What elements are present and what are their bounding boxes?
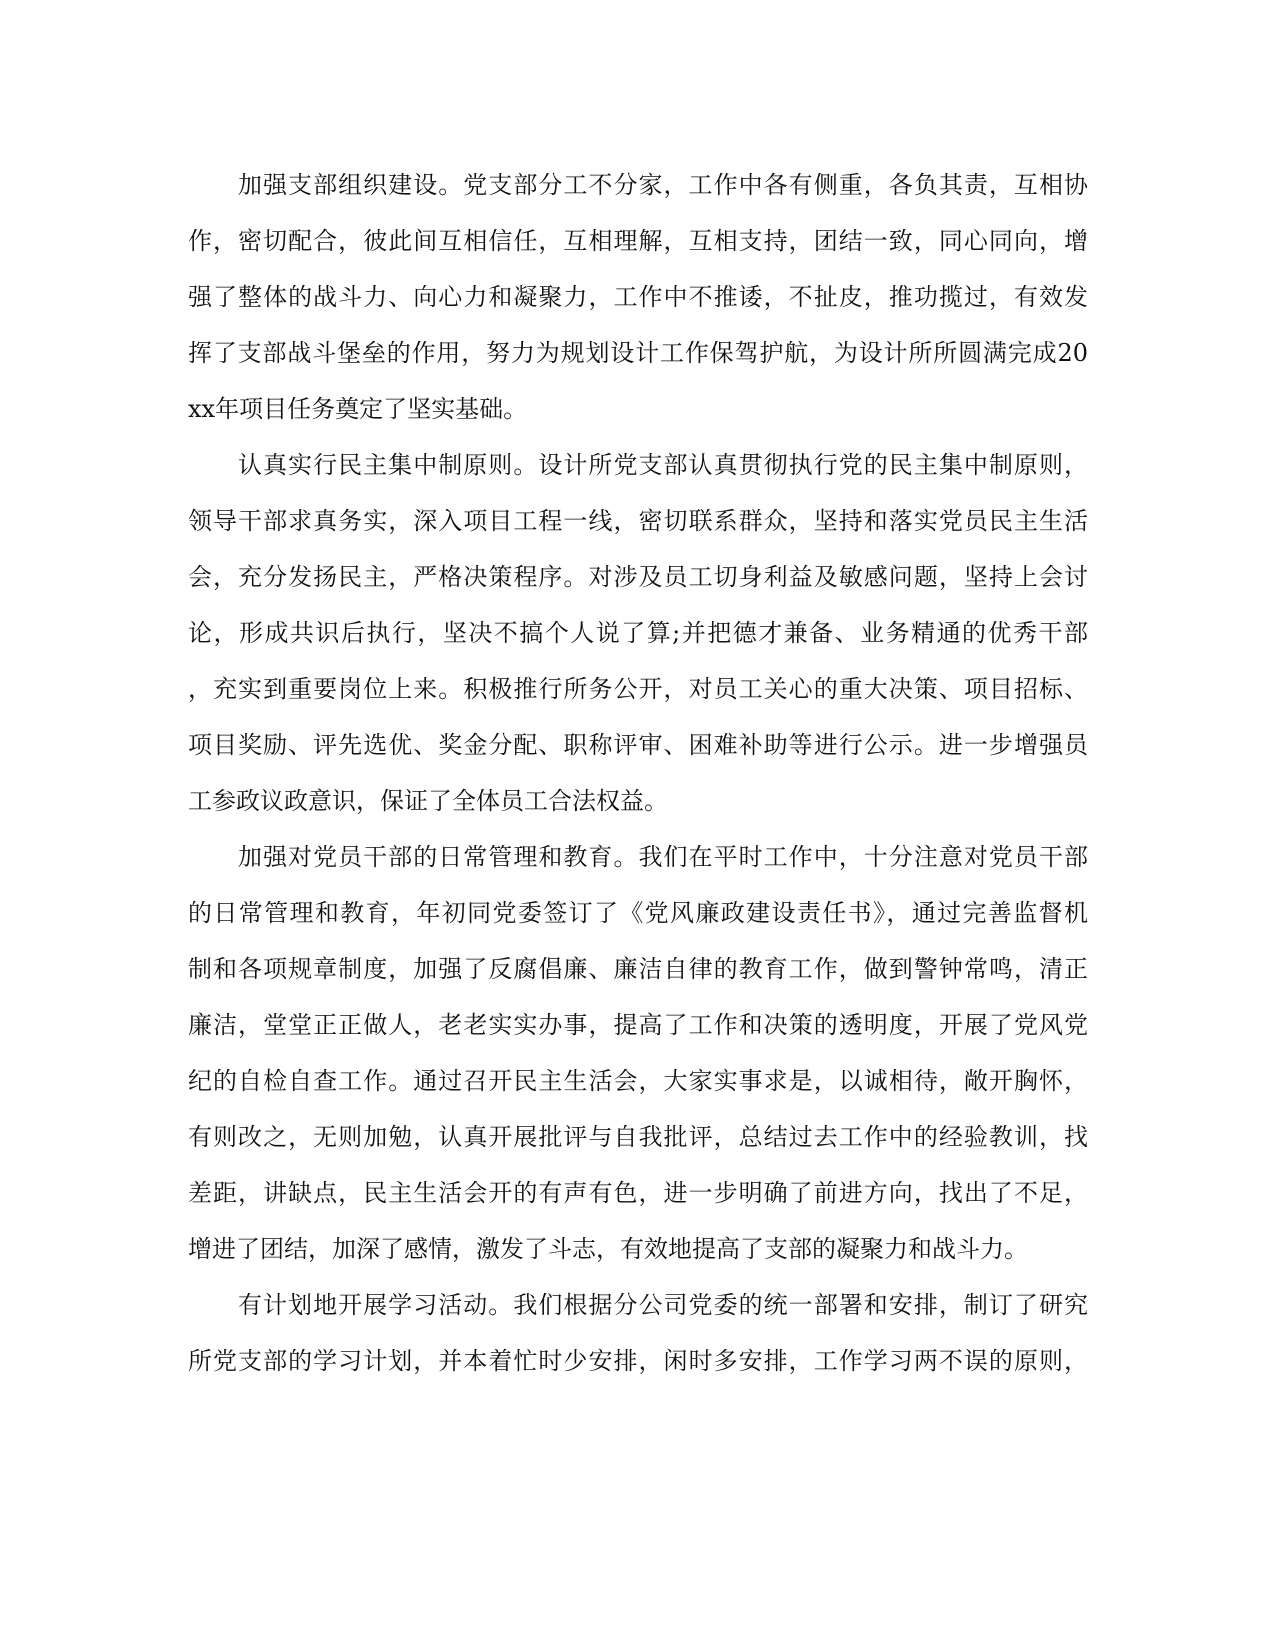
paragraph-1-line-3: 强了整体的战斗力、向心力和凝聚力，工作中不推诿，不扯皮，推功揽过，有效发	[188, 283, 1088, 311]
paragraph-3-line-7: 差距，讲缺点，民主生活会开的有声有色，进一步明确了前进方向，找出了不足，	[188, 1179, 1088, 1207]
paragraph-1-line-2: 作，密切配合，彼此间互相信任，互相理解，互相支持，团结一致，同心同向，增	[188, 227, 1088, 255]
paragraph-2-line-6: 项目奖励、评先选优、奖金分配、职称评审、困难补助等进行公示。进一步增强员	[188, 731, 1088, 759]
paragraph-3-line-6: 有则改之，无则加勉，认真开展批评与自我批评，总结过去工作中的经验教训，找	[188, 1123, 1088, 1151]
paragraph-3-line-4: 廉洁，堂堂正正做人，老老实实办事，提高了工作和决策的透明度，开展了党风党	[188, 1011, 1088, 1039]
paragraph-2-line-1: 认真实行民主集中制原则。设计所党支部认真贯彻执行党的民主集中制原则，	[238, 451, 1088, 479]
paragraph-3-line-2: 的日常管理和教育，年初同党委签订了《党风廉政建设责任书》，通过完善监督机	[188, 899, 1088, 927]
paragraph-2-line-2: 领导干部求真务实，深入项目工程一线，密切联系群众，坚持和落实党员民主生活	[188, 507, 1088, 535]
paragraph-3-line-3: 制和各项规章制度，加强了反腐倡廉、廉洁自律的教育工作，做到警钟常鸣，清正	[188, 955, 1088, 983]
paragraph-2-line-5: ，充实到重要岗位上来。积极推行所务公开，对员工关心的重大决策、项目招标、	[188, 675, 1088, 703]
paragraph-3-line-8: 增进了团结，加深了感情，激发了斗志，有效地提高了支部的凝聚力和战斗力。	[188, 1235, 1028, 1263]
paragraph-1-line-5: xx年项目任务奠定了坚实基础。	[188, 395, 528, 423]
paragraph-3-line-1: 加强对党员干部的日常管理和教育。我们在平时工作中，十分注意对党员干部	[238, 843, 1088, 871]
paragraph-2-line-7: 工参政议政意识，保证了全体员工合法权益。	[188, 787, 668, 815]
paragraph-4-line-2: 所党支部的学习计划，并本着忙时少安排，闲时多安排，工作学习两不误的原则，	[188, 1347, 1088, 1375]
paragraph-4-line-1: 有计划地开展学习活动。我们根据分公司党委的统一部署和安排，制订了研究	[238, 1291, 1088, 1319]
paragraph-2-line-3: 会，充分发扬民主，严格决策程序。对涉及员工切身利益及敏感问题，坚持上会讨	[188, 563, 1088, 591]
paragraph-2-line-4: 论，形成共识后执行，坚决不搞个人说了算;并把德才兼备、业务精通的优秀干部	[188, 619, 1088, 647]
paragraph-1-line-1: 加强支部组织建设。党支部分工不分家，工作中各有侧重，各负其责，互相协	[238, 171, 1088, 199]
paragraph-1-line-4: 挥了支部战斗堡垒的作用，努力为规划设计工作保驾护航，为设计所所圆满完成20	[188, 339, 1088, 367]
paragraph-3-line-5: 纪的自检自查工作。通过召开民主生活会，大家实事求是，以诚相待，敞开胸怀，	[188, 1067, 1088, 1095]
